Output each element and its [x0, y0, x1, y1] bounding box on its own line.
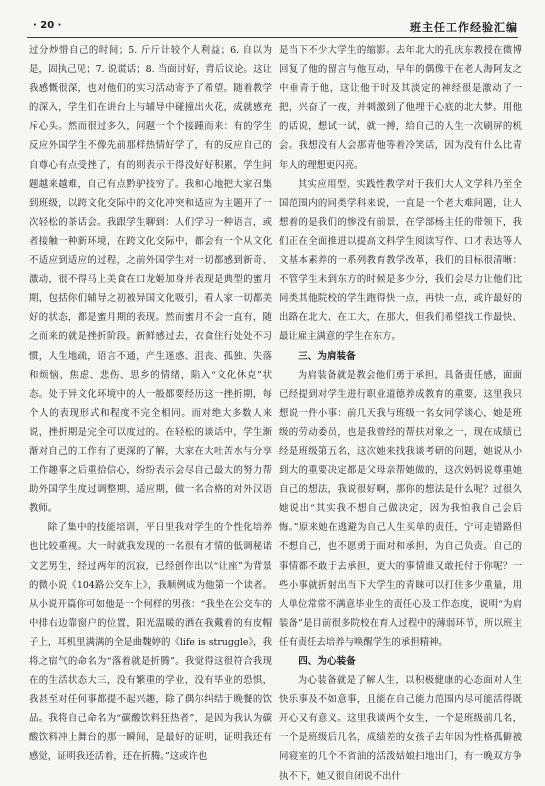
paragraph: 其实应用型、实践性教学对于我们大人文学科乃至全国范围内的同类学科来说，一直是一个老大难问题，让人想着的是我们的惨没有前景，在学部杨主任的带领下，我们正在全面推进以提高文科学生阅读写作、口才表达等人文基本素养的一系列教育教学改革，我们的目标很清晰：不管学生未到东方的时候是多少分，我们会尽力让他们比同类其他院校的学生跑得快一点，再快一点，或许最好的出路在北大、在工大，在那大，但我们希望找工作最快、最让雇主满意的学生在东方。 — [279, 178, 522, 343]
page-header — [27, 14, 518, 34]
paragraph: 除了集中的技能培训，平日里我对学生的个性化培养也比较重视。大一时就我发现的一名很有才情的低调秘诺文艺男生，经过两年的沉寂，已经创作出以“让座”为背景的微小说《104路公交车上》，我顺例成为他第一个读者。从小说开篇你可如他是一个何样的男孩：“我坐在公交车的中排右边靠窗户的位置，阳光温暖的洒在我戴着的有皮帽子上，耳机里满满的全是曲魏婷的《life is struggle》，我将之宿气的命名为“落着就是折腾”。我觉得这很符合我现在的生活状态大三，没有繁重的学业，没有毕业的恐惧，我甚至对任何事都提不起兴趣，除了偶尔纠结于晚餐的饮品。我将自己命名为“碳酸饮料狂热者”，是因为我认为碳酸饮料冲上舞台的那一瞬间，是最好的证明，证明我还有感觉，证明我还活着，还在折腾。”这或许也 — [29, 522, 272, 763]
paragraph: 为肩装备就是教会他们勇于承担，具备责任感，面面已经提到对学生进行职业道德养成教育的重要，这里我只想说一件小事：前几天我与班级一名女同学谈心，她是班级的劳动委员，也是我曾经的帮扶对象之一，现在成绩已经是班级第五名，这次她来找我谈考研的问题，她说从小到大的重要决定都是父母亲帮她做的，这次妈妈说尊重她自己的想法，我说很好啊，那你的想法是什么呢？过很久她说出“其实我不想自己做决定，因为我怕我自己会后悔。”原来她在逃避为自己人生买单的责任，宁可走错路但不想自己，也不愿勇于面对和承担，为自己负责。自己的事情都不敢于去承担，更大的事情谁又敢托付于你呢？一些小事就折射出当下大学生的青睐可以打住多少重量，用人单位常常不满意毕业生的责任心及工作态度，说明“为肩装备”是目前很多院校在育人过程中的薄弱环节，所以班主任有责任去培养与唤醒学生的承担精神。 — [279, 369, 522, 648]
paragraph: 是当下不少大学生的缩影。去年北大的孔庆东教授在微博回复了他的留言与他互动，早年的偶像干在老人海阿友之中垂青于他，这让他干时及其淡定的神经很是激动了一把，兴奋了一夜，并刺激到了他埋于心底的北大梦。用他的话说，想试一试，就一搏，给自己的人生一次刷屏的机会。我想没有人会那青他等着冷笑话，因为没有什么比青年人的理想更闪亮。 — [279, 45, 522, 171]
running-title: 班主任工作经验汇编 — [410, 21, 518, 34]
paragraph: 为心装备就是了解人生，以积极健康的心态面对人生快乐事及不如意事，且能在自己能力范围内尽可能活得既开心又有意义。这里我谈两个女生，一个是班级前几名，一个是班级后几名，成绩差的女孩子去年因为性格孤僻被同寝室的几个不省油的活泼姑娘扫地出门，有一晚双方争执不下，她又很自闭说不出什 — [279, 675, 522, 782]
paragraph: 过分炒惜自己的时间；5. 斤斤计较个人利益；6. 自以为是，固执己见；7. 说谎话；8. 当面讨好，背后议论。这让我感慨很深，也对他们的实习活动寄予了希望。随着教学的深入，学生们在讲台上与辅导中碰撞出火花，成就感充斥心头。然而很过多久，问题一个个接踵而来：有的学生反应外国学生不像先前那样热情好学了，有的反应自己的自尊心有点受挫了，有的则表示干得没好好积累，学生问题越来越难，自己有点黔驴技穷了。我和心地把大家召集到班级，以跨文化交际中的文化冲突和适应为主题开了一次轻松的茶话会。我跟学生聊到：人们学习一种语言，或者接触一种新环境，在跨文化交际中，都会有一个从文化不适应到适应的过程，之前外国学生对一切都感到新奇、激动，很不得马上美食在口龙姬加身并表现是典型的蜜月期，包括你们辅导之初被异国文化吸引，看人家一切都美好的状态，都是蜜月期的表现。然而蜜月不会一直有，随之而来的就是挫折阶段。新鲜感过去，衣食住行处处不习惯，人生地疏，语言不通，产生迷惑、沮丧、孤独、失落和烦恼、焦虑、悲伤、思乡的情绪，陷入“文化休克”状态。处于异文化环境中的人一般都要经历这一挫折期，每个人的表现形式和程度不完全相同。而对绝大多数人来说，挫折期是完全可以度过的。在轻松的谈话中，学生渐渐对自己的工作有了更深的了解，大家在大吐苦水与分享工作趣事之后重拾信心，纷纷表示会尽自己最大的努力帮助外国学生度过调整期、适应期，做一名合格的对外汉语教师。 — [29, 45, 272, 515]
left-column — [29, 41, 272, 767]
page-number: · 20 · — [33, 20, 62, 31]
right-column — [279, 41, 522, 786]
header-rule — [27, 37, 518, 38]
section-heading-three: 三、为肩装备 — [298, 350, 356, 362]
section-heading-four: 四、为心装备 — [298, 656, 356, 667]
